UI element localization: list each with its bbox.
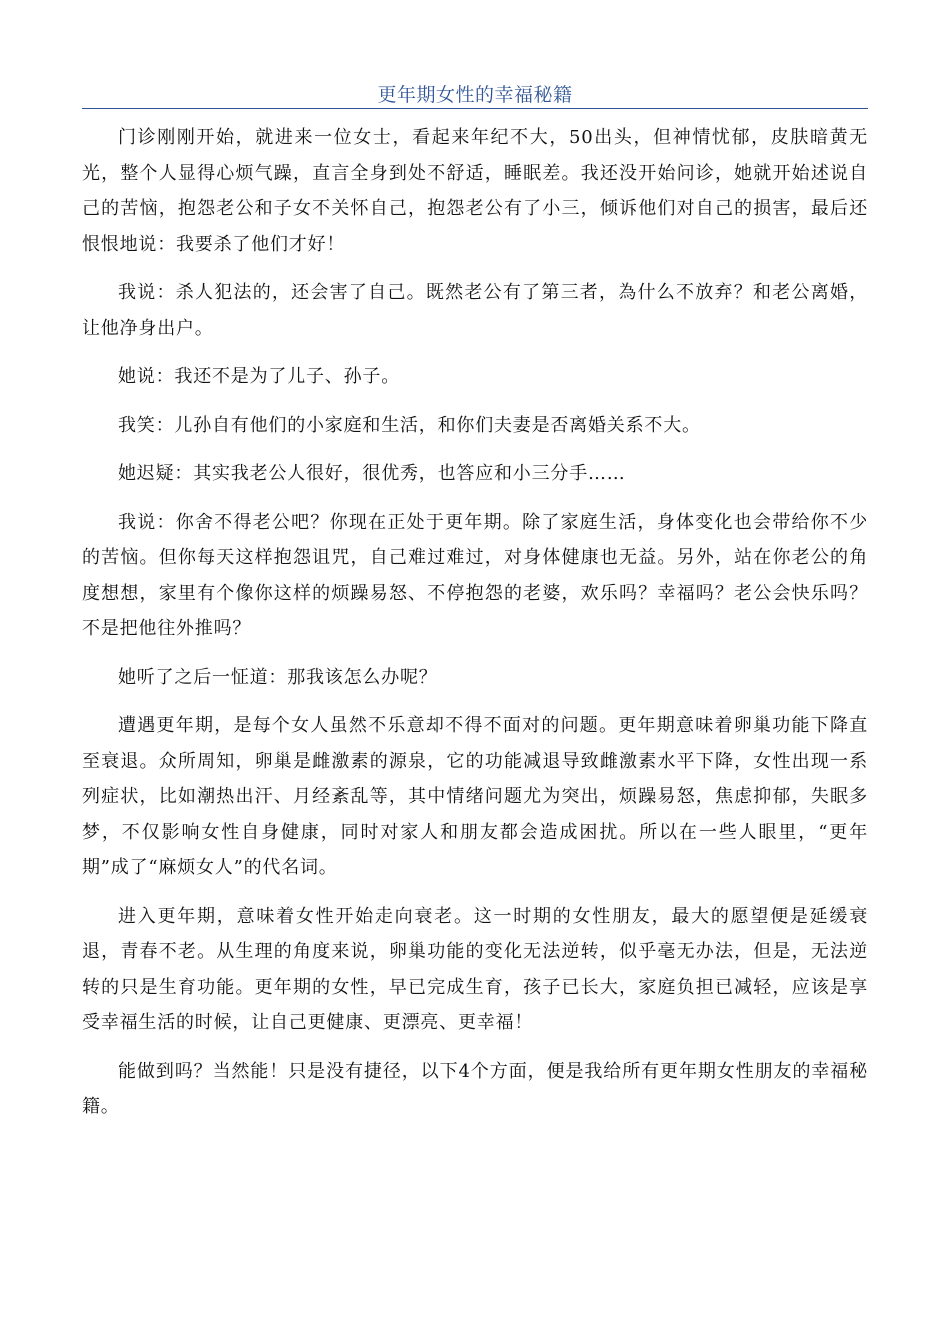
paragraph-8: 遭遇更年期，是每个女人虽然不乐意却不得不面对的问题。更年期意味着卵巢功能下降直至衰退。众所周知，卵巢是雌激素的源泉，它的功能减退导致雌激素水平下降，女性出现一系列症状，比如潮热出汗、月经紊乱等，其中情绪问题尤为突出，烦躁易怒，焦虑抑郁，失眠多梦，不仅影响女性自身健康，同时对家人和朋友都会造成困扰。所以在一些人眼里，“更年期”成了“麻烦女人”的代名词。 <box>82 715 868 878</box>
paragraph-5: 她迟疑：其实我老公人很好，很优秀，也答应和小三分手…… <box>118 463 626 484</box>
paragraph-4: 我笑：儿孙自有他们的小家庭和生活，和你们夫妻是否离婚关系不大。 <box>118 414 701 436</box>
paragraph-2: 我说：杀人犯法的，还会害了自己。既然老公有了第三者，為什么不放弃？和老公离婚，让他净身出户。 <box>82 282 868 339</box>
paragraph-9: 进入更年期，意味着女性开始走向衰老。这一时期的女性朋友，最大的愿望便是延缓衰退，青春不老。从生理的角度来说，卵巢功能的变化无法逆转，似乎毫无办法，但是，无法逆转的只是生育功能。更年期的女性，早已完成生育，孩子已长大，家庭负担已减轻，应该是享受幸福生活的时候，让自己更健康、更漂亮、更幸福！ <box>82 905 868 1033</box>
paragraph-3: 她说：我还不是为了儿子、孙子。 <box>118 366 400 387</box>
paragraph-1: 门诊刚刚开始，就进来一位女士，看起来年纪不大，50出头，但神情忧郁，皮肤暗黄无光，整个人显得心烦气躁，直言全身到处不舒适，睡眠差。我还没开始问诊，她就开始述说自己的苦恼，抱怨老公和子女不关怀自己，抱怨老公有了小三，倾诉他们对自己的损害，最后还恨恨地说：我要杀了他们才好！ <box>82 127 868 255</box>
paragraph-7: 她听了之后一怔道：那我该怎么办呢？ <box>118 666 438 688</box>
document-title: 更年期女性的幸福秘籍 <box>377 84 573 106</box>
paragraph-6: 我说：你舍不得老公吧？你现在正处于更年期。除了家庭生活，身体变化也会带给你不少的苦恼。但你每天这样抱怨诅咒，自己难过难过，对身体健康也无益。另外，站在你老公的角度想想，家里有个像你这样的烦躁易怒、不停抱怨的老婆，欢乐吗？幸福吗？老公会快乐吗？不是把他往外推吗？ <box>82 511 868 639</box>
paragraph-10: 能做到吗？当然能！只是没有捷径，以下4个方面，便是我给所有更年期女性朋友的幸福秘籍。 <box>82 1060 868 1117</box>
document-body <box>82 120 868 1138</box>
title-underline-divider <box>82 108 868 109</box>
